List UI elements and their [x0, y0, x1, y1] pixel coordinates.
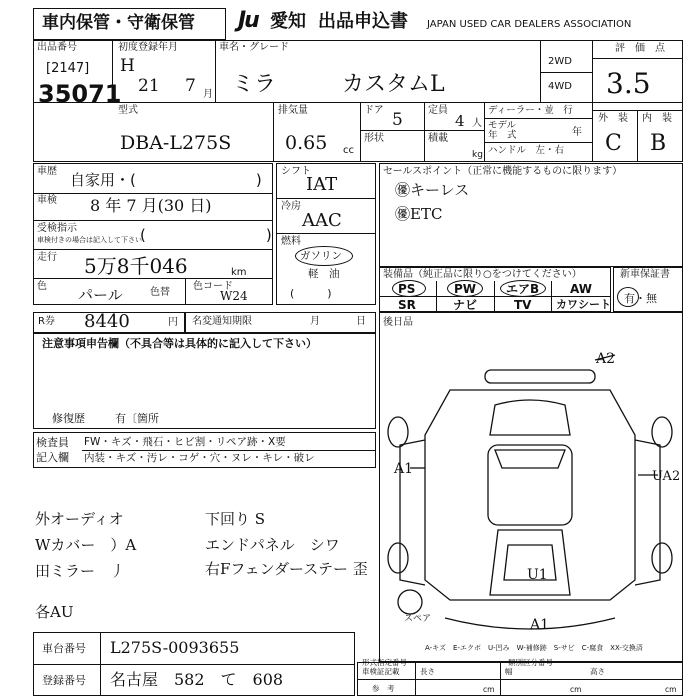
registration-year: 21: [138, 76, 160, 96]
history-value: 自家用・( ): [70, 171, 262, 189]
remark-left-1: 外オーディオ: [35, 510, 124, 528]
selling-point-1: ㊝キーレス: [395, 181, 470, 199]
registration-era: H: [120, 56, 135, 76]
recycle-unit: 円: [168, 317, 178, 328]
recycle-value: 8440: [84, 311, 130, 332]
chassis-value: L275S-0093655: [110, 638, 240, 657]
equip-aw: AW: [570, 282, 592, 296]
footer-unit-2: cm: [570, 685, 582, 694]
mileage-value: 5万8千046: [84, 254, 188, 278]
rear-right-wheel: [652, 543, 672, 573]
footer-col-height: 高さ: [590, 667, 605, 676]
color-code-label: 色コード: [193, 281, 233, 292]
receipt-value: ( ): [140, 226, 272, 244]
mark-u1: U1: [527, 567, 548, 583]
listing-number: 35071: [38, 80, 122, 108]
plate-value: 名古屋 582 て 608: [110, 670, 284, 689]
year-unit: 年: [572, 127, 582, 138]
mark-ua2: UA2: [652, 469, 681, 484]
equip-airbag: エアB: [506, 282, 540, 296]
equip-pw-circle: [447, 280, 483, 297]
org-name: 愛知: [270, 11, 306, 32]
displacement-label: 排気量: [278, 105, 308, 116]
car-cabin: [488, 445, 572, 525]
doors-value: 5: [392, 110, 403, 130]
footer-col-length: 長さ: [420, 667, 435, 676]
tax-label: 名変通知期限: [192, 316, 252, 327]
equip-ps-circle: [392, 280, 426, 297]
rear-left-wheel: [388, 543, 408, 573]
type-value: DBA-L275S: [120, 132, 232, 154]
exterior-label: 外 装: [598, 113, 628, 124]
interior-value: B: [650, 131, 667, 156]
listing-number-label: 出品番号: [37, 42, 77, 53]
score-value: 3.5: [606, 67, 651, 100]
shift-value: IAT: [306, 174, 338, 195]
registration-month-unit: 月: [203, 89, 213, 100]
remark-bottom: 各AU: [35, 603, 74, 621]
repair-label: 修復歴: [52, 412, 85, 425]
displacement-unit: cc: [343, 145, 354, 156]
chassis-label: 車台番号: [42, 642, 86, 655]
ju-logo: Ju: [238, 8, 258, 33]
equip-navi: ナビ: [453, 298, 478, 312]
selling-points-label: セールスポイント（正常に機能するものに限ります）: [383, 166, 623, 177]
mileage-label: 走行: [37, 252, 57, 263]
fuel-paren: ( ): [290, 287, 332, 300]
storage-label: 車内保管・守衛保管: [42, 13, 195, 33]
remark-right-1: 下回り S: [205, 510, 266, 528]
mark-a2: A2: [596, 351, 616, 367]
car-rear-area: [490, 530, 570, 595]
remark-left-2: Wカバー ）A: [35, 536, 137, 554]
interior-label: 内 装: [642, 113, 672, 124]
fuel-label: 燃料: [281, 236, 301, 247]
exterior-value: C: [605, 131, 622, 156]
registration-month: 7: [185, 76, 196, 96]
inspector-row-1: FW・キズ・飛石・ヒビ割・リペア跡・X要: [84, 436, 286, 448]
footer-col-width: 幅: [505, 667, 513, 676]
spare-tire: [398, 590, 422, 614]
damage-legend: A-キズ E-エクボ U-凹み W-補修跡 S-サビ C-腐食 XX-交換済: [425, 644, 643, 652]
registration-label: 初度登録年月: [118, 42, 178, 53]
inspector-row-2: 内装・キズ・汚レ・コゲ・穴・ヌレ・キレ・破レ: [84, 452, 315, 464]
after-note-label: 後日品: [383, 317, 413, 328]
equip-seat: カワシート: [556, 298, 611, 311]
car-roof-outline: [485, 370, 595, 383]
selling-point-2: ㊝ETC: [395, 205, 443, 223]
mark-a1-left: A1: [394, 461, 414, 477]
inspector-label-1: 検査員: [36, 436, 69, 449]
equip-tv: TV: [514, 298, 532, 312]
history-label: 車歴: [37, 166, 57, 177]
equipment-label: 装備品（純正品に限り○をつけてください）: [383, 269, 582, 280]
equip-airbag-circle: [500, 280, 546, 297]
warranty-label: 新車保証書: [620, 269, 670, 280]
fuel-gas-circle: [295, 246, 353, 266]
fuel-light: 軽 油: [308, 268, 340, 280]
front-right-wheel: [652, 417, 672, 447]
type-label: 型式: [118, 105, 138, 116]
loading-unit: kg: [472, 150, 483, 160]
remark-right-2: エンドパネル シワ: [205, 536, 340, 554]
mark-a1-bottom: A1: [530, 617, 550, 633]
mileage-unit: km: [231, 267, 247, 278]
tax-month: 月: [310, 316, 320, 327]
loading-label: 積載: [428, 133, 448, 144]
plate-label: 登録番号: [42, 674, 86, 687]
footer-row1: 形式指定番号: [362, 658, 407, 667]
shape-label: 形状: [364, 133, 384, 144]
capacity-value: 4: [455, 112, 465, 130]
recycle-label: R券: [38, 316, 55, 327]
footer-sub2: 参 考: [372, 684, 395, 693]
footer-unit-1: cm: [483, 685, 495, 694]
receipt-label: 受検指示: [37, 223, 77, 234]
inspection-label: 車検: [37, 195, 57, 206]
receipt-note: 車検付きの場合は記入して下さい: [37, 236, 142, 244]
handle-label: ハンドル 左・右: [488, 145, 565, 156]
equip-ps: PS: [398, 282, 416, 296]
dealer-label: ディーラー・並 行: [488, 105, 573, 116]
cooling-value: AAC: [302, 210, 342, 231]
fuel-gas: ガソリン: [300, 250, 342, 262]
footer-sub1: 車検証記載: [362, 667, 400, 676]
front-left-wheel: [388, 417, 408, 447]
capacity-unit: 人: [472, 118, 482, 129]
warranty-value: 有・無: [624, 292, 657, 305]
capacity-label: 定員: [428, 105, 448, 116]
model-year-label: モデル 年 式: [488, 120, 517, 141]
remark-right-3: 右Fフェンダーステー 歪: [205, 560, 368, 578]
car-right-side: [635, 440, 660, 585]
color-value: パール: [78, 286, 123, 304]
color-code-value: W24: [220, 289, 248, 303]
listing-sub-code: [2147]: [46, 61, 90, 76]
repair-value: 有〔箇所: [115, 412, 159, 425]
cooling-label: 冷房: [281, 201, 301, 212]
tax-day: 日: [356, 316, 366, 327]
equip-sr: SR: [398, 298, 416, 312]
form-title: 出品申込書: [318, 11, 408, 32]
footer-row2: 類別区分番号: [508, 658, 553, 667]
doors-label: ドア: [364, 105, 384, 116]
footer-unit-3: cm: [665, 685, 677, 694]
color-change-label: 色替: [150, 287, 170, 298]
displacement-value: 0.65: [285, 132, 328, 154]
color-label: 色: [37, 281, 47, 292]
car-front-window: [495, 450, 565, 468]
inspection-value: 8 年 7 月(30 日): [90, 196, 212, 215]
equip-pw: PW: [454, 282, 477, 296]
inspector-label-2: 記入欄: [36, 451, 69, 464]
remark-left-3: 田ミラー 丿: [35, 562, 126, 580]
score-label: 評 価 点: [615, 43, 665, 54]
drive-4wd: 4WD: [548, 81, 572, 92]
org-english: JAPAN USED CAR DEALERS ASSOCIATION: [427, 19, 632, 30]
model-name-label: 車名・グレード: [219, 42, 289, 53]
notes-label: 注意事項申告欄（不具合等は具体的に記入して下さい）: [42, 337, 317, 350]
drive-2wd: 2WD: [548, 56, 572, 67]
spare-label: スペア: [404, 614, 432, 624]
shift-label: シフト: [281, 166, 311, 177]
car-hood: [490, 400, 570, 435]
warranty-circle: [617, 287, 639, 307]
model-name-value: ミラ カスタムL: [232, 72, 445, 97]
